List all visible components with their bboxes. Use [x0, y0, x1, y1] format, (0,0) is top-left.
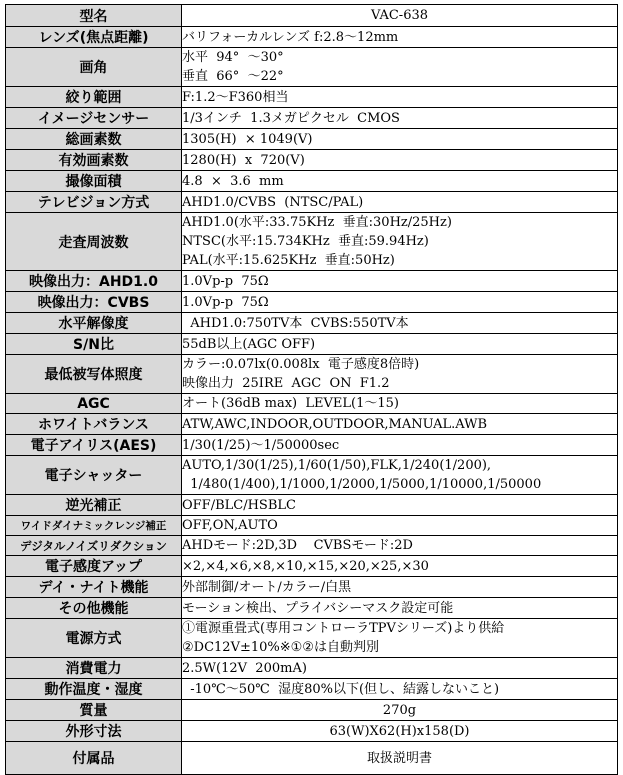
spec-label: 型名 [6, 5, 182, 27]
spec-label: 撮像面積 [6, 171, 182, 192]
spec-value [182, 394, 618, 414]
spec-label: AGC [6, 394, 182, 414]
spec-value-line: F:1.2～F360相当 [182, 89, 289, 105]
spec-value [182, 334, 618, 355]
spec-value-line: PAL(水平:15.625KHz 垂直:50Hz) [182, 253, 395, 268]
spec-value [182, 721, 618, 742]
spec-row [6, 129, 618, 150]
spec-value [182, 213, 618, 271]
spec-label: 動作温度・湿度 [6, 679, 182, 700]
spec-value-line: 55dB以上(AGC OFF) [182, 336, 316, 352]
spec-row [6, 700, 618, 721]
spec-row [6, 171, 618, 192]
spec-label: 映像出力：AHD1.0 [6, 271, 182, 292]
spec-row [6, 742, 618, 775]
spec-value-line: AHD1.0:750TV本 CVBS:550TV本 [182, 315, 409, 331]
spec-table-body [6, 5, 618, 775]
spec-value-line: モーション検出、プライバシーマスク設定可能 [182, 600, 454, 616]
spec-value [182, 742, 618, 775]
spec-value-line: 270g [382, 702, 417, 718]
spec-label: 外形寸法 [6, 721, 182, 742]
spec-value [182, 48, 618, 87]
spec-value-line: 4.8 × 3.6 mm [182, 173, 284, 189]
spec-label: 総画素数 [6, 129, 182, 150]
spec-row [6, 5, 618, 27]
spec-value-line: ×2,×4,×6,×8,×10,×15,×20,×25,×30 [182, 558, 429, 574]
spec-row [6, 394, 618, 414]
spec-row [6, 721, 618, 742]
spec-row [6, 334, 618, 355]
spec-row [6, 435, 618, 456]
spec-value-line: 映像出力 25IRE AGC ON F1.2 [182, 376, 390, 391]
spec-value [182, 108, 618, 129]
spec-row [6, 150, 618, 171]
spec-value-line: カラー:0.07lx(0.008lx 電子感度8倍時) [182, 357, 420, 372]
spec-label: 電子シャッター [6, 456, 182, 495]
spec-row [6, 48, 618, 87]
spec-label: その他機能 [6, 598, 182, 619]
spec-value [182, 192, 618, 213]
spec-value-line: -10℃～50℃ 湿度80%以下(但し、結露しないこと) [182, 681, 500, 697]
spec-label: 付属品 [6, 742, 182, 775]
spec-label: S/N比 [6, 334, 182, 355]
spec-value-line: 1.0Vp-p 75Ω [182, 294, 269, 310]
spec-row [6, 27, 618, 48]
spec-row [6, 516, 618, 536]
spec-row [6, 556, 618, 577]
spec-value [182, 5, 618, 27]
spec-value-line: 1305(H) × 1049(V) [182, 131, 313, 147]
spec-row [6, 271, 618, 292]
spec-label: テレビジョン方式 [6, 192, 182, 213]
spec-value [182, 495, 618, 516]
spec-value-line: ATW,AWC,INDOOR,OUTDOOR,MANUAL.AWB [182, 416, 488, 432]
spec-label: レンズ(焦点距離) [6, 27, 182, 48]
spec-value [182, 679, 618, 700]
spec-value-line: 2.5W(12V 200mA) [182, 660, 307, 676]
spec-value-line: ②DC12V±10%※①②は自動判別 [182, 640, 379, 655]
spec-value [182, 598, 618, 619]
spec-value [182, 536, 618, 556]
spec-value-line: バリフォーカルレンズ f:2.8～12mm [182, 29, 399, 45]
spec-value-line: 1280(H) x 720(V) [182, 152, 305, 168]
spec-value-line: 63(W)X62(H)x158(D) [329, 723, 470, 739]
spec-label: 有効画素数 [6, 150, 182, 171]
spec-value-line: 外部制御/オート/カラー/白黒 [182, 579, 352, 595]
spec-label: デイ・ナイト機能 [6, 577, 182, 598]
spec-row [6, 577, 618, 598]
spec-row [6, 598, 618, 619]
spec-label: ホワイトバランス [6, 414, 182, 435]
spec-value-line: AHD1.0(水平:33.75KHz 垂直:30Hz/25Hz) [182, 215, 452, 230]
spec-value-line: 垂直 66° ～22° [182, 69, 284, 84]
spec-row [6, 679, 618, 700]
spec-value [182, 619, 618, 658]
spec-row [6, 414, 618, 435]
spec-value-line: OFF,ON,AUTO [182, 518, 278, 533]
spec-value [182, 271, 618, 292]
spec-value-line: 1/30(1/25)～1/50000sec [182, 437, 340, 453]
spec-value [182, 150, 618, 171]
spec-row [6, 213, 618, 271]
spec-label: 質量 [6, 700, 182, 721]
spec-value [182, 313, 618, 334]
spec-value-line: AHDモード:2D,3D CVBSモード:2D [182, 538, 413, 553]
spec-row [6, 536, 618, 556]
spec-label: 電子アイリス(AES) [6, 435, 182, 456]
spec-value-line: オート(36dB max) LEVEL(1～15) [182, 396, 399, 411]
spec-value [182, 456, 618, 495]
spec-label: 画角 [6, 48, 182, 87]
spec-value-line: VAC-638 [370, 8, 429, 23]
spec-label: イメージセンサー [6, 108, 182, 129]
spec-row [6, 355, 618, 394]
spec-value-line: 水平 94° ～30° [182, 50, 284, 65]
spec-value-line: OFF/BLC/HSBLC [182, 497, 296, 513]
spec-value [182, 129, 618, 150]
spec-value [182, 87, 618, 108]
spec-label: 消費電力 [6, 658, 182, 679]
spec-row [6, 495, 618, 516]
spec-row [6, 292, 618, 313]
spec-row [6, 456, 618, 495]
spec-value [182, 658, 618, 679]
spec-row [6, 313, 618, 334]
spec-value-line: ①電源重畳式(専用コントローラTPVシリーズ)より供給 [182, 621, 505, 636]
spec-value [182, 700, 618, 721]
spec-value-line: 取扱説明書 [366, 750, 432, 766]
spec-label: 水平解像度 [6, 313, 182, 334]
spec-value-line: 1/480(1/400),1/1000,1/2000,1/5000,1/10000,1/50000 [182, 477, 542, 492]
spec-row [6, 192, 618, 213]
spec-value [182, 556, 618, 577]
spec-label: 最低被写体照度 [6, 355, 182, 394]
spec-label: 走査周波数 [6, 213, 182, 271]
spec-value [182, 27, 618, 48]
spec-label: 絞り範囲 [6, 87, 182, 108]
spec-value [182, 355, 618, 394]
spec-label: 映像出力：CVBS [6, 292, 182, 313]
spec-value-line: 1/3インチ 1.3メガピクセル CMOS [182, 110, 400, 126]
spec-value [182, 414, 618, 435]
spec-label: デジタルノイズリダクション [6, 536, 182, 556]
spec-value [182, 577, 618, 598]
spec-value-line: 1.0Vp-p 75Ω [182, 273, 269, 289]
spec-value-line: NTSC(水平:15.734KHz 垂直:59.94Hz) [182, 234, 429, 249]
spec-label: ワイドダイナミックレンジ補正 [6, 516, 182, 536]
spec-row [6, 87, 618, 108]
spec-row [6, 619, 618, 658]
spec-row [6, 108, 618, 129]
spec-value [182, 435, 618, 456]
spec-row [6, 658, 618, 679]
spec-label: 電子感度アップ [6, 556, 182, 577]
spec-label: 逆光補正 [6, 495, 182, 516]
spec-table [5, 4, 618, 775]
spec-value [182, 292, 618, 313]
spec-value [182, 171, 618, 192]
spec-label: 電源方式 [6, 619, 182, 658]
spec-value [182, 516, 618, 536]
spec-value-line: AUTO,1/30(1/25),1/60(1/50),FLK,1/240(1/200), [182, 458, 492, 473]
spec-value-line: AHD1.0/CVBS (NTSC/PAL) [182, 194, 364, 210]
